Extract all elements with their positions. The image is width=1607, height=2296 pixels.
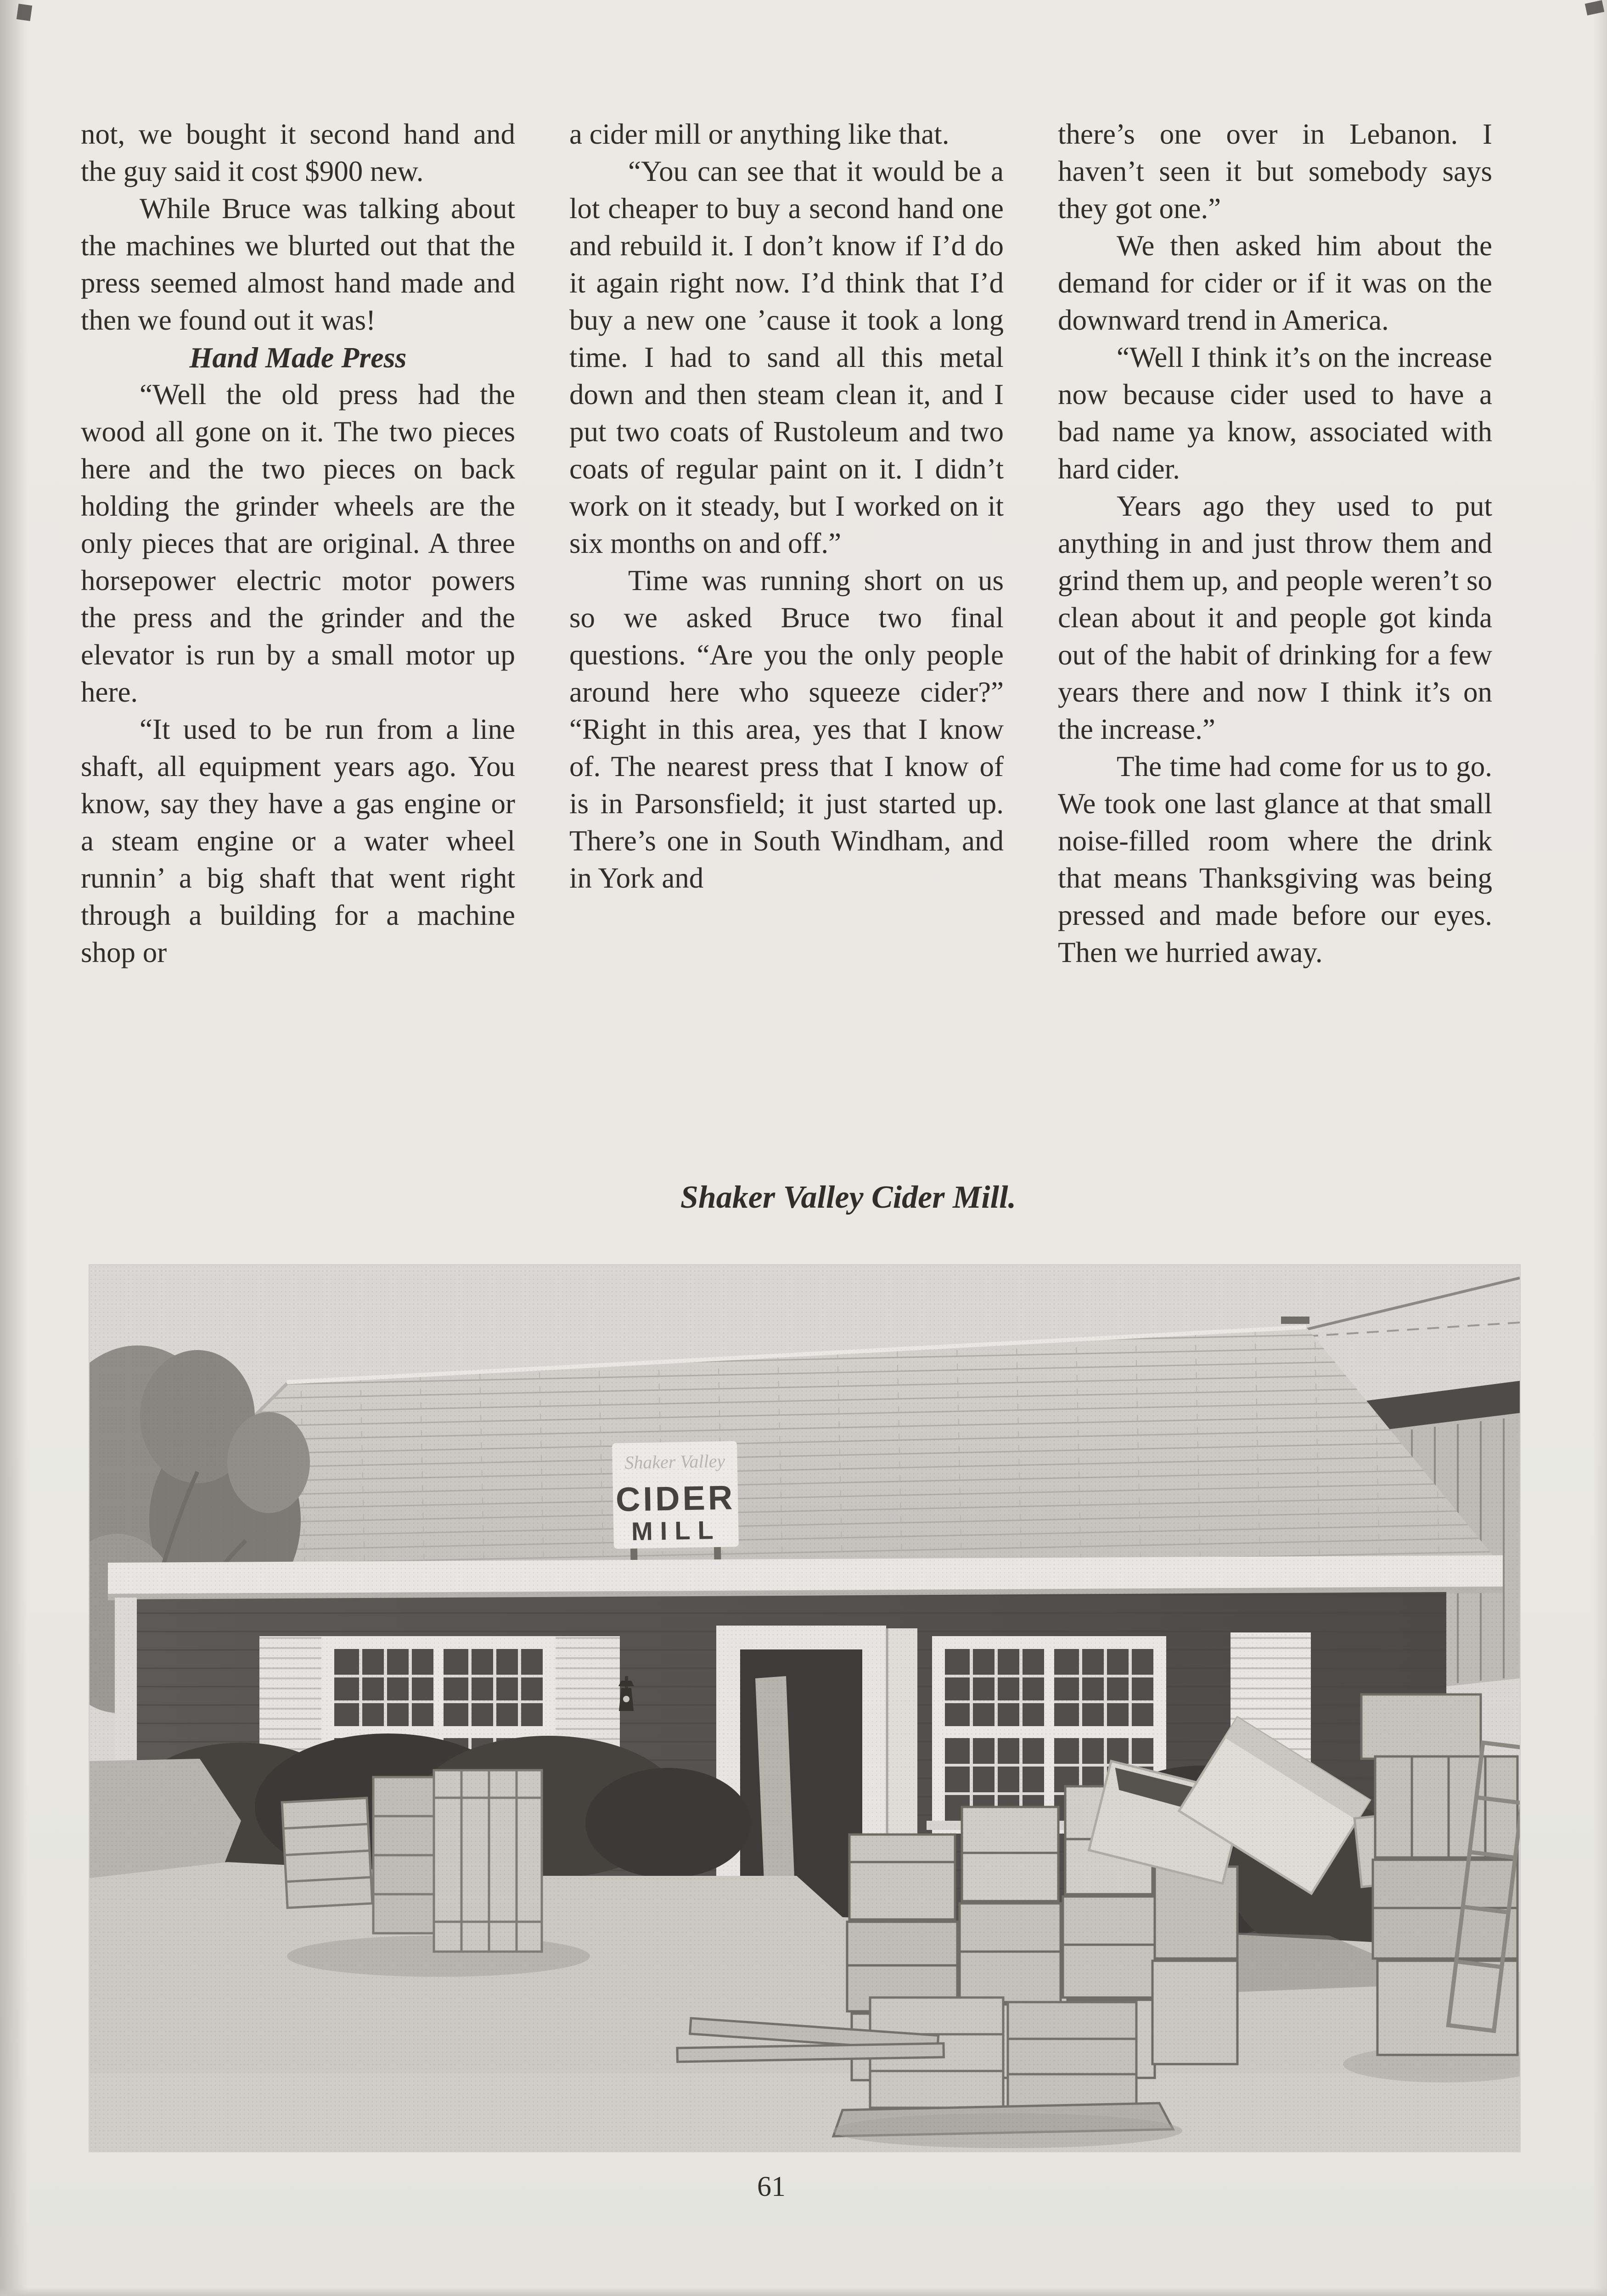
paragraph: We then asked him about the demand for cider or if it was on the downward trend in America. [1058, 230, 1492, 336]
paragraph: The time had come for us to go. We took one last glance at that small noise-filled room where the drink that means Thanksgiving was being pressed and made before our eyes. Then we hurried away. [1058, 750, 1492, 968]
paragraph: “You can see that it would be a lot cheaper to buy a second hand one and rebuild it. I don’t know if I’d do it again right now. I’d think that I’d buy a new one ’cause it took a long time. I had to sand all this metal down and then steam clean it, and I put two coats of Rustoleum and two coats of regular paint on it. I didn’t work on it steady, but I worked on it six months on and off.” [569, 155, 1004, 559]
column-3 [1058, 116, 1492, 971]
photo-grain [90, 1265, 1520, 2151]
paragraph: While Bruce was talking about the machines we blurted out that the press seemed almost hand made and then we found out it was! [81, 192, 515, 336]
paragraph: a cider mill or anything like that. [569, 118, 950, 150]
scan-edge-left [0, 0, 28, 2296]
photo-illustration [90, 1265, 1520, 2151]
paragraph: “Well I think it’s on the increase now because cider used to have a bad name ya know, associated with hard cider. [1058, 341, 1492, 485]
scan-corner-mark [17, 4, 32, 21]
paragraph: “It used to be run from a line shaft, all equipment years ago. You know, say they have a gas engine or a steam engine or a water wheel runnin’ a big shaft that went right through a building for a machine shop or [81, 713, 515, 968]
photo-caption: Shaker Valley Cider Mill. [680, 1180, 1017, 1215]
cider-mill-photo [90, 1265, 1520, 2151]
paragraph: Time was running short on us so we asked Bruce two final questions. “Are you the only people around here who squeeze cider?” “Right in this area, yes that I know of. The nearest press that I know of is in Parsonsfield; it just started up. There’s one in South Windham, and in York and [569, 564, 1004, 894]
scan-edge-right [1593, 0, 1607, 2296]
paragraph: not, we bought it second hand and the guy said it cost $900 new. [81, 118, 515, 187]
column-2 [569, 116, 1004, 971]
page-number: 61 [757, 2171, 786, 2202]
paragraph: there’s one over in Lebanon. I haven’t seen it but somebody says they got one.” [1058, 118, 1492, 225]
column-1 [81, 116, 515, 971]
paragraph: “Well the old press had the wood all gone on it. The two pieces here and the two pieces on back holding the grinder wheels are the only pieces that are original. A three horsepower electric motor powers the press and the grinder and the elevator is run by a small motor up here. [81, 378, 515, 708]
paragraph: Years ago they used to put anything in and just throw them and grind them up, and people weren’t so clean about it and people got kinda out of the habit of drinking for a few years there and now I think it’s on the increase.” [1058, 490, 1492, 745]
text-columns [81, 116, 1502, 971]
scan-edge-bottom [0, 2288, 1607, 2296]
section-heading: Hand Made Press [189, 341, 407, 374]
